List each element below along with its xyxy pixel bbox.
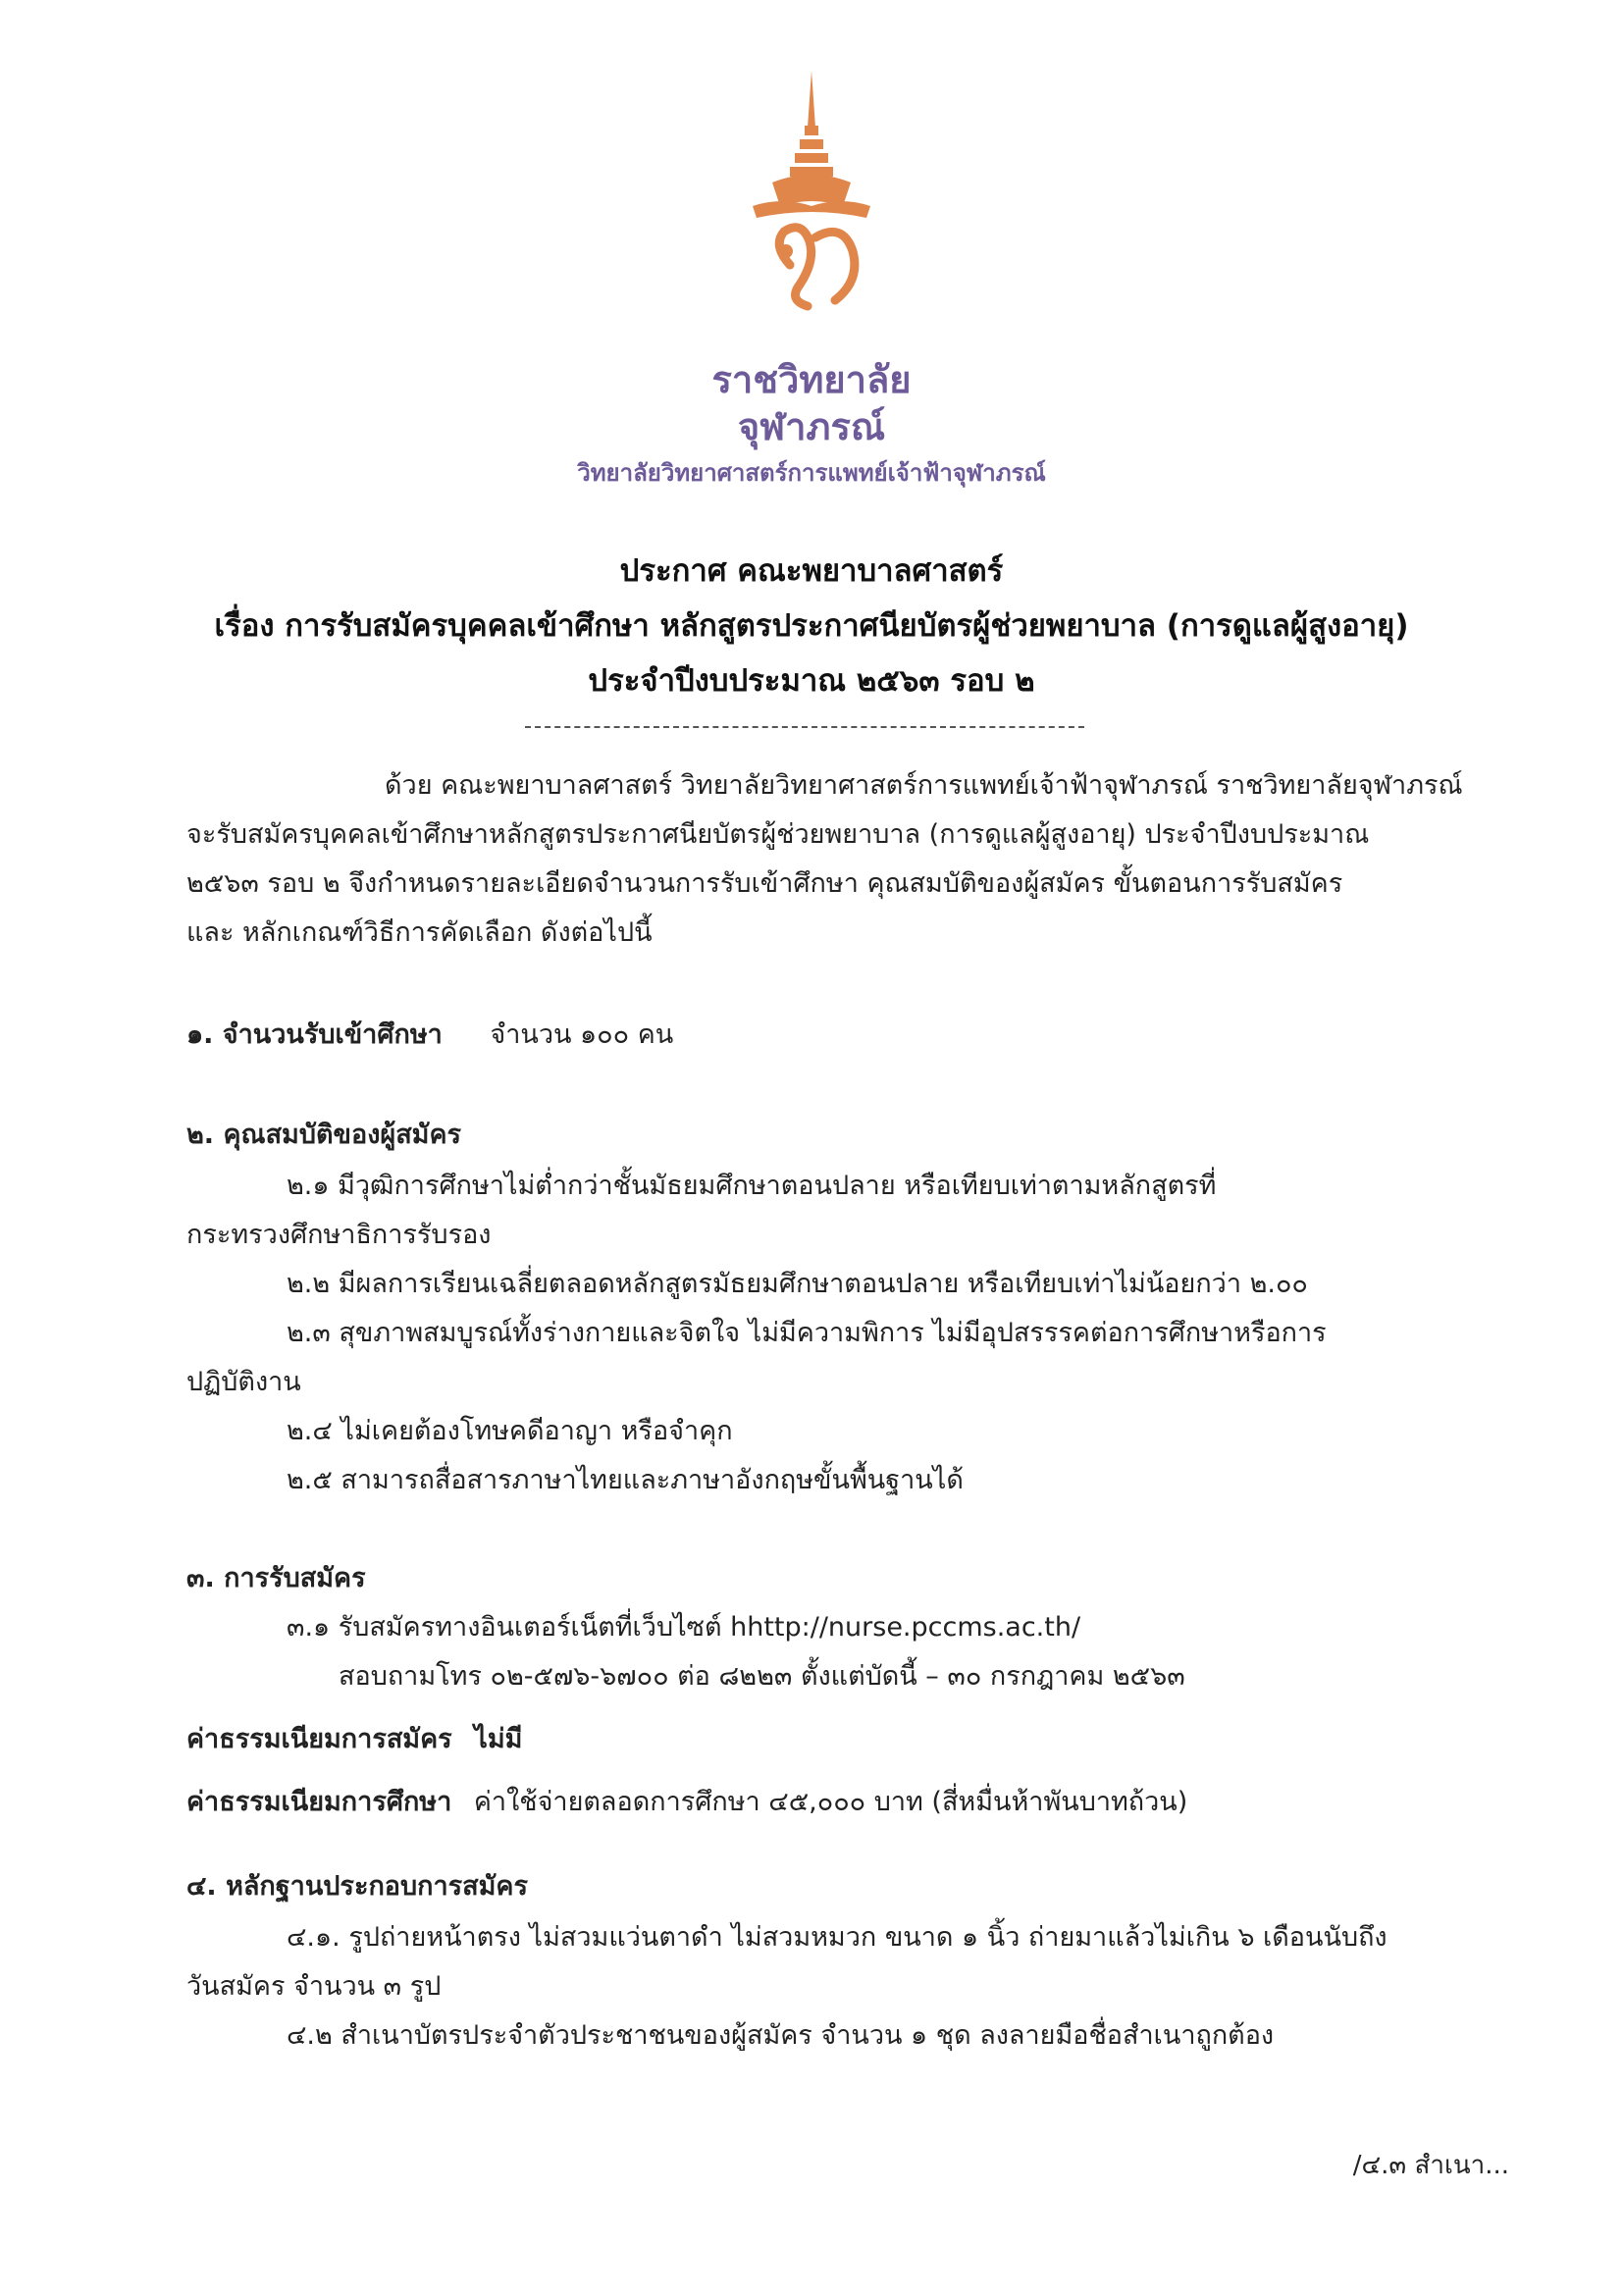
page-continuation-note: /๔.๓ สำเนา... [1352,2151,1509,2180]
qualification-item: ๒.๕ สามารถสื่อสารภาษาไทยและภาษาอังกฤษขั้นพื้นฐานได้ [287,1465,964,1495]
qualification-item-cont: กระทรวงศึกษาธิการรับรอง [186,1220,492,1250]
application-fee-row [186,1715,522,1764]
institution-emblem-icon [713,59,910,343]
application-contact: สอบถามโทร ๐๒-๕๗๖-๖๗๐๐ ต่อ ๘๒๒๓ ตั้งแต่บัดนี้ – ๓๐ กรกฎาคม ๒๕๖๓ [339,1661,1185,1692]
tuition-fee-value: ค่าใช้จ่ายตลอดการศึกษา ๔๕,๐๐๐ บาท (สี่หมื่นห้าพันบาทถ้วน) [473,1787,1188,1817]
section-1-heading: ๑. จำนวนรับเข้าศึกษา [186,1019,443,1050]
qualification-item: ๒.๑ มีวุฒิการศึกษาไม่ต่ำกว่าชั้นมัธยมศึกษาตอนปลาย หรือเทียบเท่าตามหลักสูตรที่ [287,1171,1217,1201]
qualification-item: ๒.๒ มีผลการเรียนเฉลี่ยตลอดหลักสูตรมัธยมศึกษาตอนปลาย หรือเทียบเท่าไม่น้อยกว่า ๒.๐๐ [287,1269,1308,1299]
logo [0,59,1623,343]
section-4-heading: ๔. หลักฐานประกอบการสมัคร [186,1871,528,1902]
document-requirement-item: ๔.๑. รูปถ่ายหน้าตรง ไม่สวมแว่นตาดำ ไม่สวมหมวก ขนาด ๑ นิ้ว ถ่ายมาแล้วไม่เกิน ๖ เดือนนับถึง [287,1922,1387,1953]
institution-name-line1: ราชวิทยาลัย [711,358,912,401]
title-divider [525,726,1084,728]
intro-line: จะรับสมัครบุคคลเข้าศึกษาหลักสูตรประกาศนียบัตรผู้ช่วยพยาบาล (การดูแลผู้สูงอายุ) ประจำปีงบประมาณ [186,819,1370,850]
application-fee-value: ไม่มี [474,1724,523,1754]
application-website: ๓.๑ รับสมัครทางอินเตอร์เน็ตที่เว็บไซต์ hhttp://nurse.pccms.ac.th/ [287,1612,1081,1643]
intro-line: ๒๕๖๓ รอบ ๒ จึงกำหนดรายละเอียดจำนวนการรับเข้าศึกษา คุณสมบัติของผู้สมัคร ขั้นตอนการรับสมัคร [186,868,1343,899]
document-requirement-item: ๔.๒ สำเนาบัตรประจำตัวประชาชนของผู้สมัคร จำนวน ๑ ชุด ลงลายมือชื่อสำเนาถูกต้อง [287,2020,1275,2051]
announcement-fiscal-year: ประจำปีงบประมาณ ๒๕๖๓ รอบ ๒ [588,663,1035,699]
section-1-row [186,1011,673,1060]
intro-line: และ หลักเกณฑ์วิธีการคัดเลือก ดังต่อไปนี้ [186,917,653,948]
tuition-fee-label: ค่าธรรมเนียมการศึกษา [186,1787,452,1817]
section-3-heading: ๓. การรับสมัคร [186,1563,366,1593]
institution-subtitle: วิทยาลัยวิทยาศาสตร์การแพทย์เจ้าฟ้าจุฬาภรณ์ [577,459,1046,487]
qualification-item: ๒.๔ ไม่เคยต้องโทษคดีอาญา หรือจำคุก [287,1416,733,1446]
document-requirement-item-cont: วันสมัคร จำนวน ๓ รูป [186,1971,442,2002]
announcement-title: ประกาศ คณะพยาบาลศาสตร์ [619,553,1004,589]
institution-name-line2: จุฬาภรณ์ [737,405,886,448]
qualification-item: ๒.๓ สุขภาพสมบูรณ์ทั้งร่างกายและจิตใจ ไม่มีความพิการ ไม่มีอุปสรรรคต่อการศึกษาหรือการ [287,1318,1327,1348]
qualification-item-cont: ปฏิบัติงาน [186,1367,301,1397]
intro-line: ด้วย คณะพยาบาลศาสตร์ วิทยาลัยวิทยาศาสตร์การแพทย์เจ้าฟ้าจุฬาภรณ์ ราชวิทยาลัยจุฬาภรณ์ [385,770,1463,801]
tuition-fee-row [186,1778,1187,1827]
application-fee-label: ค่าธรรมเนียมการสมัคร [186,1724,452,1754]
section-1-value: จำนวน ๑๐๐ คน [490,1019,674,1050]
section-2-heading: ๒. คุณสมบัติของผู้สมัคร [186,1120,462,1150]
announcement-subject: เรื่อง การรับสมัครบุคคลเข้าศึกษา หลักสูตรประกาศนียบัตรผู้ช่วยพยาบาล (การดูแลผู้สูงอายุ) [214,608,1409,644]
